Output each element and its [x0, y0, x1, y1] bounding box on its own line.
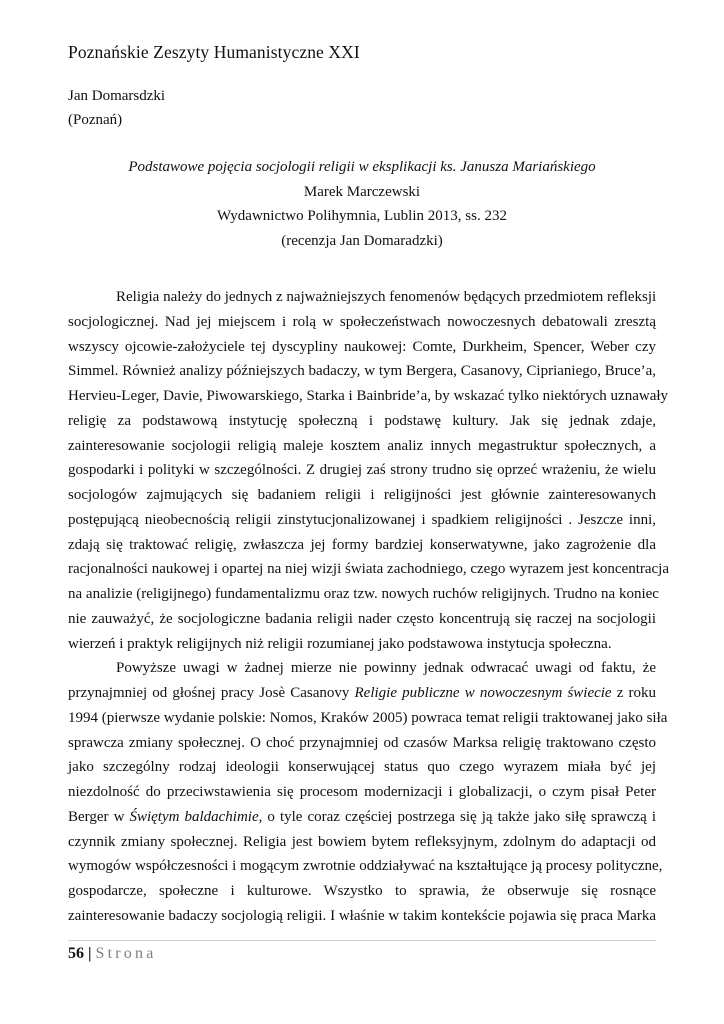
text-line: socjologów zajmujących się badaniem religii i religijności jest głównie zainteresowanych [68, 487, 656, 503]
text-line: niezdolność do przeciwstawienia się procesom modernizacji i globalizacji, o czym pisał Peter [68, 784, 656, 800]
page-number: 56 [68, 945, 84, 962]
text-line: Powyższe uwagi w żadnej mierze nie powinny jednak odwracać uwagi od faktu, że [116, 660, 656, 677]
text-line: zainteresowanie socjologii religią maleje kosztem analiz innych megastruktur społecznych, a [68, 437, 656, 454]
text-line: zdają się traktować religię, zwłaszcza jej formy bardziej konserwatywne, jako zagrożenie dla [68, 536, 656, 553]
review-heading [68, 155, 656, 253]
page-word: Strona [95, 945, 157, 962]
text-segment: z roku [611, 685, 656, 701]
publisher-info: Wydawnictwo Polihymnia, Lublin 2013, ss. 232 [217, 208, 507, 225]
text-line: religię za podstawową instytucję społeczną i podstawę kultury. Jak się jednak zdaje, [68, 412, 656, 429]
journal-title: Poznańskie Zeszyty Humanistyczne XXI [68, 42, 360, 62]
text-line: wymogów współczesności i mogącym zwrotnie oddziaływać na kształtujące ją procesy polityczne, [68, 858, 663, 875]
text-segment: Berger w [68, 808, 130, 825]
body-text [68, 285, 669, 929]
author-affiliation: (Poznań) [68, 112, 123, 128]
text-line: 1994 (pierwsze wydanie polskie: Nomos, Kraków 2005) powraca temat religii traktowanej jako siła [68, 709, 668, 726]
footer-divider [68, 940, 656, 941]
text-line: jako szczególny rodzaj ideologii konserwującej status quo czego wyrazem miała być jej [68, 759, 656, 776]
paragraph-1 [68, 285, 669, 656]
text-segment: , o tyle coraz częściej postrzega się ją także jako siłę sprawczą i [258, 808, 656, 825]
author-name: Jan Domarsdzki [68, 88, 166, 104]
text-line: Simmel. Również analizy późniejszych badaczy, w tym Bergera, Casanovy, Ciprianiego, Bruce’a, [68, 363, 656, 380]
page-footer [68, 944, 157, 964]
text-line: racjonalności naukowej i opartej na niej wizji świata zachodniego, czego wyrazem jest koncentracja [68, 561, 669, 578]
text-line: Hervieu-Leger, Davie, Piwowarskiego, Starka i Bainbride’a, by wskazać tylko niektórych uznawały [68, 388, 669, 404]
footer-separator: | [88, 945, 92, 962]
text-line: wierzeń i praktyk religijnych niż religii rozumianej jako podstawowa instytucja społeczna. [68, 635, 612, 652]
text-line: zainteresowanie badaczy socjologią religii. I właśnie w takim kontekście pojawia się praca Marka [68, 907, 656, 924]
text-line: gospodarki i polityki w szczególności. Z drugiej zaś strony trudno się oprzeć wrażeniu, że wielu [68, 462, 656, 479]
text-line: Religia należy do jednych z najważniejszych fenomenów będących przedmiotem refleksji [116, 289, 657, 305]
text-line: czynnik zmiany społecznej. Religia jest bowiem bytem refleksyjnym, zdolnym do adaptacji od [68, 833, 656, 850]
text-line: postępującą nieobecnością religii zinstytucjonalizowanej i spadkiem religijności . Jeszcze inni, [68, 511, 656, 528]
book-author: Marek Marczewski [303, 183, 421, 200]
cited-book-title: Religie publiczne w nowoczesnym świecie [354, 685, 612, 701]
reviewer-note: (recenzja Jan Domaradzki) [281, 232, 443, 249]
text-line: sprawcza zmiany społecznej. O choć przynajmniej od czasów Marksa religię traktowano często [68, 734, 656, 751]
text-line [68, 681, 656, 706]
book-title: Podstawowe pojęcia socjologii religii w eksplikacji ks. Janusza Mariańskiego [128, 159, 596, 175]
text-line: na analizie (religijnego) fundamentalizmu oraz tzw. nowych ruchów religijnych. Trudno na koniec [68, 586, 659, 602]
text-line: nie zauważyć, że socjologiczne badania religii nader często koncentrują się raczej na socjologii [68, 610, 656, 627]
text-line [68, 805, 656, 830]
text-line: gospodarcze, społeczne i kulturowe. Wszystko to sprawia, że obserwuje się rosnące [68, 883, 656, 899]
text-line: wszyscy ojcowie-założyciele tej dyscypliny naukowej: Comte, Durkheim, Spencer, Weber czy [68, 338, 656, 355]
text-line: socjologicznej. Nad jej miejscem i rolą w społeczeństwach nowoczesnych debatowali zresztą [68, 313, 656, 330]
text-segment: przynajmniej od głośnej pracy Josè Casanovy [68, 685, 355, 701]
cited-book-title: Świętym baldachimie [129, 808, 259, 825]
author-block [68, 84, 165, 132]
paragraph-2 [68, 656, 668, 928]
